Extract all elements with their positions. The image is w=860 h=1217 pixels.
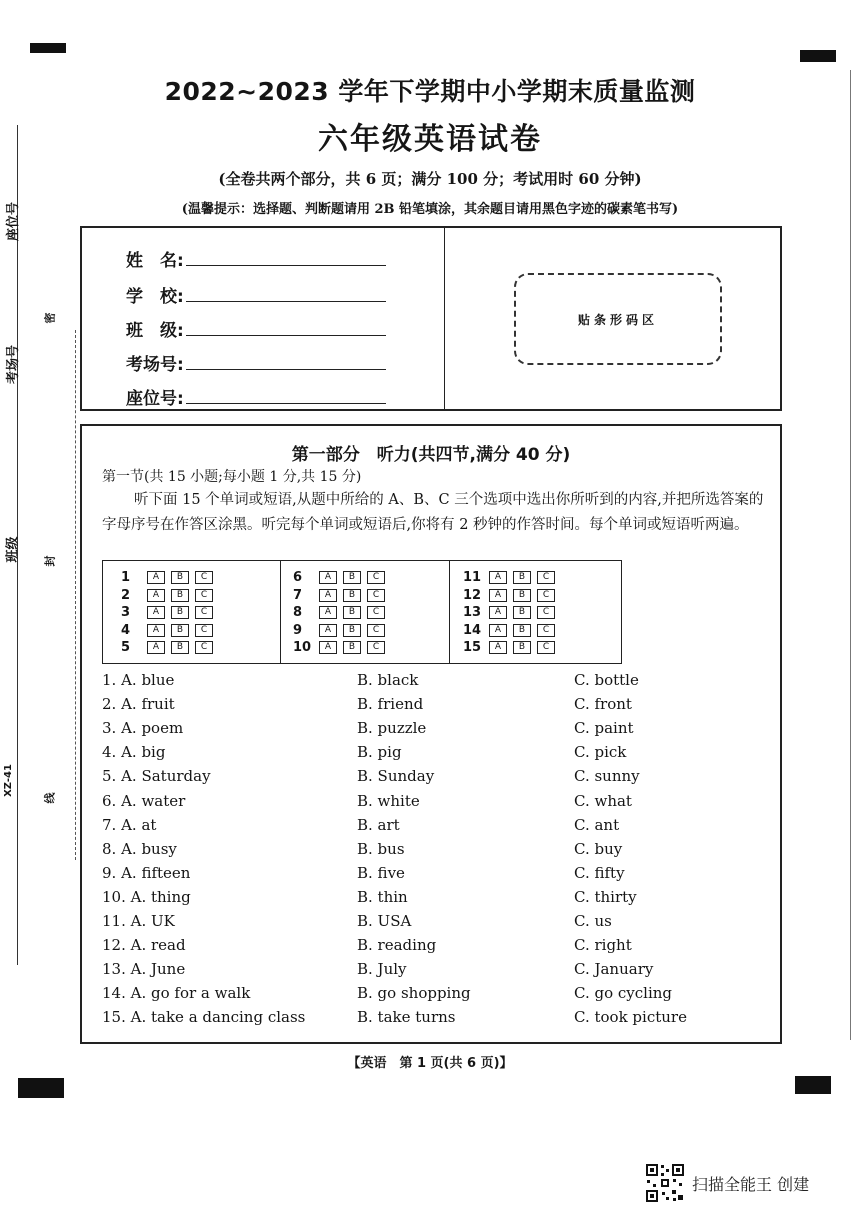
exam-title: 2022~2023 学年下学期中小学期末质量监测	[164, 77, 696, 106]
answer-bubble-b[interactable]: B	[171, 624, 189, 637]
question-10-option-b: B. thin	[357, 887, 408, 906]
answer-bubble-a[interactable]: A	[147, 641, 165, 654]
school-field[interactable]	[126, 282, 386, 307]
class-field[interactable]	[126, 316, 386, 341]
answer-number: 2	[121, 587, 131, 603]
registration-mark-top-left	[30, 43, 66, 53]
question-3-option-b: B. puzzle	[357, 719, 427, 738]
question-1-option-c: C. bottle	[574, 671, 639, 689]
answer-bubble-c[interactable]: C	[367, 589, 385, 602]
answer-number: 8	[293, 605, 303, 620]
question-13-option-b: B. July	[357, 960, 407, 979]
answer-bubble-c[interactable]: C	[195, 589, 213, 602]
question-12-option-a: 12. A. read	[102, 936, 186, 955]
question-3-option-c: C. paint	[574, 719, 634, 738]
name-blank[interactable]	[186, 251, 386, 266]
answer-bubble-a[interactable]: A	[489, 571, 507, 584]
answer-number: 10	[293, 640, 312, 655]
answer-bubble-a[interactable]: A	[319, 589, 337, 602]
exam-room-label: 考场号:	[126, 355, 184, 375]
info-box-divider	[444, 228, 445, 409]
question-9-option-b: B. five	[357, 863, 405, 882]
question-5-option-c: C. sunny	[574, 767, 640, 786]
answer-bubble-b[interactable]: B	[343, 641, 361, 654]
answer-bubble-c[interactable]: C	[195, 571, 213, 584]
answer-bubble-b[interactable]: B	[171, 641, 189, 654]
answer-row	[293, 588, 391, 604]
answer-bubble-c[interactable]: C	[537, 571, 555, 584]
answer-bubble-c[interactable]: C	[367, 606, 385, 619]
answer-row	[463, 588, 561, 604]
answer-bubble-b[interactable]: B	[513, 589, 531, 602]
answer-number: 9	[293, 622, 303, 638]
answer-sheet-divider	[449, 561, 450, 663]
answer-number: 3	[121, 605, 131, 620]
answer-number: 6	[293, 570, 303, 585]
name-label: 姓 名:	[126, 251, 184, 271]
answer-bubble-a[interactable]: A	[489, 641, 507, 654]
answer-bubble-a[interactable]: A	[489, 606, 507, 619]
answer-row	[463, 640, 561, 656]
exam-tip: (温馨提示：选择题、判断题请用 2B 铅笔填涂，其余题目请用黑色字迹的碳素笔书写)	[181, 202, 679, 217]
seat-number-label: 座位号:	[126, 389, 184, 409]
answer-bubble-b[interactable]: B	[343, 606, 361, 619]
answer-bubble-b[interactable]: B	[513, 624, 531, 637]
registration-mark-top-right	[800, 50, 836, 62]
class-blank[interactable]	[186, 321, 386, 336]
answer-bubble-a[interactable]: A	[319, 641, 337, 654]
answer-row	[121, 588, 219, 604]
answer-bubble-c[interactable]: C	[195, 624, 213, 637]
answer-bubble-b[interactable]: B	[171, 606, 189, 619]
question-11-option-c: C. us	[574, 912, 612, 930]
question-6-option-a: 6. A. water	[102, 791, 186, 810]
question-14-option-c: C. go cycling	[574, 984, 673, 1003]
question-9-option-a: 9. A. fifteen	[102, 863, 191, 882]
answer-bubble-b[interactable]: B	[343, 624, 361, 637]
answer-bubble-a[interactable]: A	[319, 571, 337, 584]
answer-row	[293, 640, 391, 656]
registration-mark-bottom-left	[18, 1078, 64, 1098]
answer-bubble-a[interactable]: A	[319, 624, 337, 637]
question-15-option-c: C. took picture	[574, 1008, 687, 1027]
question-8-option-b: B. bus	[357, 839, 405, 858]
answer-row	[463, 570, 561, 586]
question-6-option-c: C. what	[574, 791, 632, 810]
answer-bubble-c[interactable]: C	[195, 606, 213, 619]
question-5-option-a: 5. A. Saturday	[102, 767, 211, 786]
answer-bubble-c[interactable]: C	[537, 624, 555, 637]
answer-bubble-a[interactable]: A	[489, 589, 507, 602]
question-4-option-c: C. pick	[574, 743, 627, 762]
answer-number: 4	[121, 622, 131, 638]
name-field[interactable]	[126, 246, 386, 271]
answer-row	[463, 605, 561, 621]
answer-number: 12	[463, 587, 482, 603]
answer-row	[121, 570, 219, 586]
answer-bubble-c[interactable]: C	[537, 641, 555, 654]
answer-number: 7	[293, 587, 303, 603]
exam-room-blank[interactable]	[186, 355, 386, 370]
part1-box	[80, 424, 782, 1044]
question-3-option-a: 3. A. poem	[102, 719, 184, 738]
answer-bubble-b[interactable]: B	[513, 571, 531, 584]
question-10-option-c: C. thirty	[574, 887, 637, 906]
question-10-option-a: 10. A. thing	[102, 887, 191, 906]
answer-sheet-divider	[280, 561, 281, 663]
answer-bubble-c[interactable]: C	[367, 571, 385, 584]
seal-char-feng: 封	[43, 555, 57, 567]
question-7-option-b: B. art	[357, 815, 400, 834]
answer-number: 13	[463, 605, 482, 620]
answer-row	[293, 570, 391, 586]
answer-row	[293, 605, 391, 621]
question-9-option-c: C. fifty	[574, 863, 625, 882]
seat-number-field[interactable]	[126, 384, 386, 409]
answer-row	[121, 640, 219, 656]
question-11-option-b: B. USA	[357, 912, 412, 930]
class-side-label: 班级	[5, 536, 21, 563]
question-1-option-a: 1. A. blue	[102, 671, 175, 689]
question-7-option-a: 7. A. at	[102, 815, 157, 834]
question-13-option-a: 13. A. June	[102, 960, 186, 979]
answer-bubble-b[interactable]: B	[513, 606, 531, 619]
answer-row	[121, 605, 219, 621]
answer-bubble-a[interactable]: A	[147, 589, 165, 602]
seat-number-side-label: 座位号	[6, 201, 22, 242]
seal-char-xian: 线	[43, 792, 57, 804]
question-2-option-a: 2. A. fruit	[102, 695, 175, 714]
question-5-option-b: B. Sunday	[357, 767, 435, 786]
registration-mark-bottom-right	[795, 1076, 831, 1094]
answer-row	[463, 623, 561, 639]
question-7-option-c: C. ant	[574, 815, 620, 834]
answer-bubble-c[interactable]: C	[367, 624, 385, 637]
answer-number: 15	[463, 640, 482, 655]
exam-room-field[interactable]	[126, 350, 386, 375]
answer-bubble-c[interactable]: C	[537, 606, 555, 619]
section1-heading: 第一节(共 15 小题;每小题 1 分,共 15 分)	[102, 469, 362, 485]
question-8-option-c: C. buy	[574, 839, 623, 858]
question-11-option-a: 11. A. UK	[102, 912, 175, 930]
answer-bubble-c[interactable]: C	[367, 641, 385, 654]
answer-bubble-c[interactable]: C	[195, 641, 213, 654]
exam-subject-title: 六年级英语试卷	[318, 122, 542, 157]
question-15-option-a: 15. A. take a dancing class	[102, 1008, 306, 1027]
answer-bubble-a[interactable]: A	[147, 606, 165, 619]
answer-number: 1	[121, 570, 131, 585]
answer-bubble-b[interactable]: B	[343, 589, 361, 602]
exam-room-side-label: 考场号	[6, 344, 22, 385]
exam-info: (全卷共两个部分，共 6 页；满分 100 分；考试用时 60 分钟)	[218, 170, 642, 188]
answer-bubble-b[interactable]: B	[513, 641, 531, 654]
section1-instruction: 听下面 15 个单词或短语,从题中所给的 A、B、C 三个选项中选出你所听到的内容,并把所选答案的字母序号在作答区涂黑。听完每个单词或短语后,你将有 2 秒钟的作答时间。每个单词或短语听两遍。	[102, 492, 764, 533]
question-2-option-c: C. front	[574, 695, 632, 714]
scanner-watermark: 扫描全能王 创建	[692, 1175, 810, 1194]
answer-bubble-c[interactable]: C	[537, 589, 555, 602]
answer-number: 5	[121, 640, 131, 655]
answer-number: 11	[463, 570, 482, 585]
part1-heading: 第一部分 听力(共四节,满分 40 分)	[291, 445, 571, 465]
seal-char-mi: 密	[43, 312, 57, 324]
question-12-option-b: B. reading	[357, 936, 437, 955]
page-footer: 【英语 第 1 页(共 6 页)】	[347, 1056, 513, 1071]
question-14-option-a: 14. A. go for a walk	[102, 984, 251, 1003]
seat-number-blank[interactable]	[186, 389, 386, 404]
answer-bubble-a[interactable]: A	[489, 624, 507, 637]
answer-sheet	[102, 560, 622, 664]
answer-bubble-a[interactable]: A	[319, 606, 337, 619]
answer-bubble-a[interactable]: A	[147, 571, 165, 584]
answer-row	[121, 623, 219, 639]
question-6-option-b: B. white	[357, 791, 420, 810]
class-label: 班 级:	[126, 321, 184, 341]
question-2-option-b: B. friend	[357, 695, 424, 714]
answer-bubble-b[interactable]: B	[343, 571, 361, 584]
answer-bubble-b[interactable]: B	[171, 571, 189, 584]
answer-bubble-a[interactable]: A	[147, 624, 165, 637]
question-15-option-b: B. take turns	[357, 1008, 456, 1027]
barcode-area: 贴条形码区	[514, 273, 722, 365]
qr-code-icon	[645, 1163, 685, 1203]
question-4-option-b: B. pig	[357, 743, 402, 762]
binding-line-inner	[75, 330, 76, 860]
answer-row	[293, 623, 391, 639]
question-4-option-a: 4. A. big	[102, 743, 166, 762]
question-13-option-c: C. January	[574, 960, 654, 979]
code-side-label: XZ-41	[2, 764, 14, 797]
answer-number: 14	[463, 622, 482, 638]
school-label: 学 校:	[126, 287, 184, 307]
question-1-option-b: B. black	[357, 671, 419, 689]
school-blank[interactable]	[186, 287, 386, 302]
question-12-option-c: C. right	[574, 936, 632, 955]
question-14-option-b: B. go shopping	[357, 984, 471, 1003]
answer-bubble-b[interactable]: B	[171, 589, 189, 602]
student-info-box	[80, 226, 782, 411]
question-8-option-a: 8. A. busy	[102, 839, 177, 858]
